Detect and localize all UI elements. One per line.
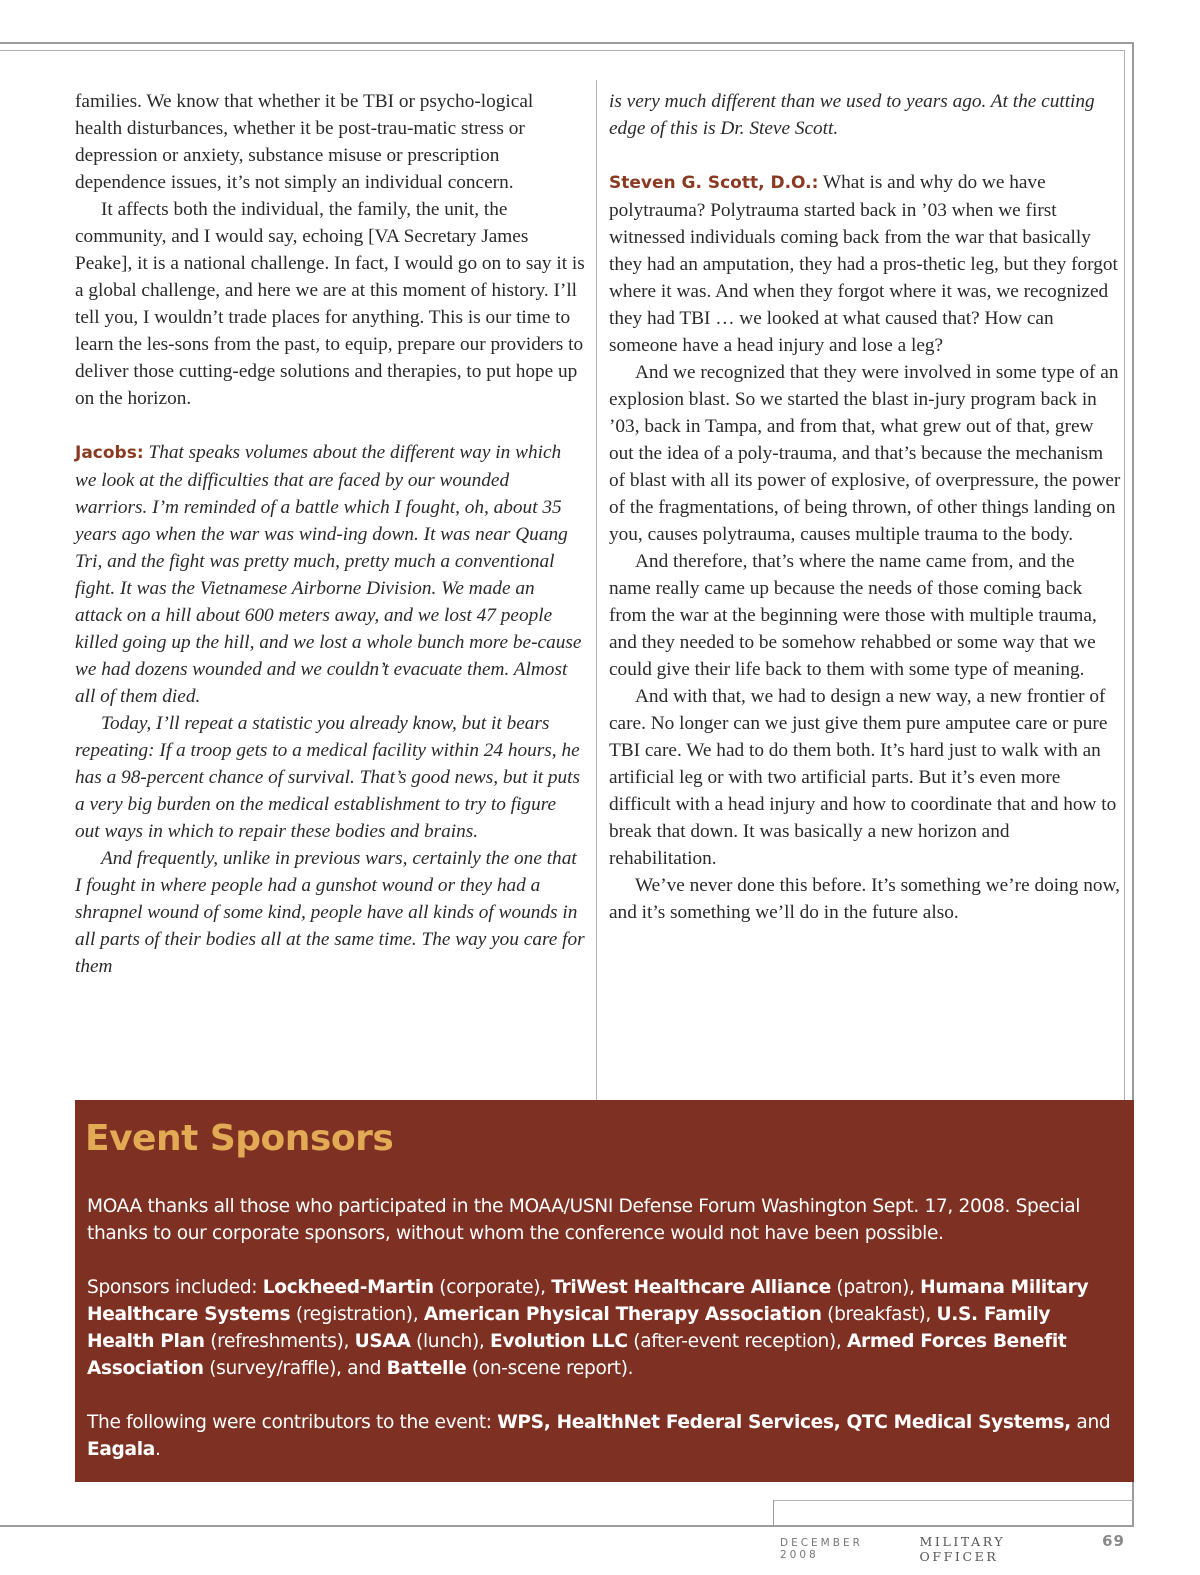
- left-paragraph-1: families. We know that whether it be TBI or psycho-logical health disturbances, whether it be post-trau-matic stress or depression or anxiety, substance misuse or prescription dependence issues, it’s not simply an individual concern.: [75, 91, 534, 193]
- sponsors-intro: MOAA thanks all those who participated in the MOAA/USNI Defense Forum Washington Sept. 17, 2008. Special thanks to our corporate sponsors, without whom the conference would not have been possible.: [87, 1196, 1081, 1244]
- right-paragraph-2-text: What is and why do we have polytrauma? Polytrauma started back in ’03 when we first witnessed individuals coming back from the war that basically they had an amputation, they had a pros-thetic leg, but they forgot where it was. And when they forgot where it was, we recognized they had TBI … we looked at what caused that? How can someone have a head injury and lose a leg?: [609, 172, 1118, 356]
- sponsor-name: Lockheed-Martin: [262, 1277, 434, 1298]
- sponsors-included-label: Sponsors included:: [87, 1277, 263, 1298]
- footer-tab-top-rule: [773, 1500, 1134, 1501]
- contributors-names: WPS, HealthNet Federal Services, QTC Medical Systems,: [497, 1412, 1071, 1433]
- right-paragraph-6: We’ve never done this before. It’s something we’re doing now, and it’s something we’ll do in the future also.: [609, 875, 1120, 923]
- right-paragraph-3: And we recognized that they were involved in some type of an explosion blast. So we started the blast in-jury program back in ’03, back in Tampa, and from that, what grew out of that, grew out the idea of a poly-trauma, and that’s because the mechanism of blast with all its power of explosive, of overpressure, the power of the fragmentations, of being thrown, of other things landing on you, causes polytrauma, causes multiple trauma to the body.: [609, 362, 1121, 545]
- sponsor-role: (breakfast),: [821, 1304, 937, 1325]
- frame-inner-right-rule: [1124, 50, 1125, 1100]
- contributors-period: .: [154, 1439, 161, 1460]
- footer-tab-rule: [773, 1500, 774, 1526]
- speaker-label-scott: Steven G. Scott, D.O.:: [609, 173, 819, 193]
- sponsor-name: American Physical Therapy Association: [423, 1304, 822, 1325]
- speaker-label-jacobs: Jacobs:: [75, 443, 144, 463]
- frame-top-rule: [0, 42, 1134, 44]
- sponsor-name: TriWest Healthcare Alliance: [551, 1277, 831, 1298]
- left-paragraph-4: Today, I’ll repeat a statistic you already know, but it bears repeating: If a troop gets to a medical facility within 24 hours, he has a 98-percent chance of survival. That’s good news, but it puts a very big burden on the medical establishment to try to figure out ways in which to repair these bodies and brains.: [75, 713, 581, 842]
- sponsor-role: (survey/raffle), and: [203, 1358, 387, 1379]
- sponsor-name: Armed Forces Benefit Association: [87, 1331, 1067, 1379]
- event-sponsors-body: [87, 1193, 1112, 1463]
- right-paragraph-4: And therefore, that’s where the name came from, and the name really came up because the needs of those coming back from the war at the beginning were those with multiple trauma, and they needed to be somehow rehabbed or some way that we could give their life back to them with some type of meaning.: [609, 551, 1097, 680]
- left-paragraph-3-text: That speaks volumes about the different way in which we look at the difficulties that are faced by our wounded warriors. I’m reminded of a battle which I fought, oh, about 35 years ago when the war was wind-ing down. It was near Quang Tri, and the fight was pretty much, pretty much a conventional fight. It was the Vietnamese Airborne Division. We made an attack on a hill about 600 meters away, and we lost 47 people killed going up the hill, and we lost a whole bunch more be-cause we had dozens wounded and we couldn’t evacuate them. Almost all of them died.: [75, 442, 582, 707]
- sponsor-name: USAA: [354, 1331, 411, 1352]
- sponsor-role: (patron),: [830, 1277, 921, 1298]
- right-paragraph-2: [609, 169, 1121, 359]
- contributors-label: The following were contributors to the event:: [87, 1412, 498, 1433]
- right-column: [609, 88, 1121, 926]
- sponsor-role: (lunch),: [410, 1331, 490, 1352]
- left-paragraph-5: And frequently, unlike in previous wars, certainly the one that I fought in where people had a gunshot wound or they had a shrapnel wound of some kind, people have all kinds of wounds in all parts of their bodies all at the same time. The way you care for them: [75, 848, 585, 977]
- sponsor-name: U.S. Family Health Plan: [87, 1304, 1051, 1352]
- page-footer: [780, 1532, 1125, 1564]
- sponsor-name: Humana Military Healthcare Systems: [87, 1277, 1089, 1325]
- sponsor-role: (refreshments),: [204, 1331, 355, 1352]
- column-divider: [596, 80, 597, 1100]
- footer-bottom-rule: [0, 1525, 1134, 1527]
- frame-inner-top-rule: [0, 50, 1124, 51]
- contributors-and: and: [1070, 1412, 1111, 1433]
- sponsors-list: [87, 1274, 1112, 1382]
- left-column: [75, 88, 585, 980]
- left-paragraph-2: It affects both the individual, the family, the unit, the community, and I would say, echoing [VA Secretary James Peake], it is a national challenge. In fact, I would go on to say it is a global challenge, and here we are at this moment of history. I’ll tell you, I wouldn’t trade places for anything. This is our time to learn the les-sons from the past, to equip, prepare our providers to deliver those cutting-edge solutions and therapies, to put hope up on the horizon.: [75, 199, 585, 409]
- right-paragraph-1: is very much different than we used to years ago. At the cutting edge of this is Dr. Steve Scott.: [609, 91, 1095, 139]
- sponsor-role: (after-event reception),: [627, 1331, 848, 1352]
- footer-date: DECEMBER 2008: [780, 1537, 863, 1561]
- sponsor-name: Evolution LLC: [489, 1331, 628, 1352]
- sponsor-role: (registration),: [290, 1304, 424, 1325]
- sponsor-name: Battelle: [386, 1358, 467, 1379]
- left-paragraph-3: [75, 439, 585, 710]
- event-sponsors-box: [75, 1100, 1134, 1482]
- last-contributor: Eagala: [87, 1439, 155, 1460]
- event-sponsors-title: Event Sponsors: [85, 1118, 394, 1159]
- sponsor-role: (corporate),: [433, 1277, 552, 1298]
- right-paragraph-5: And with that, we had to design a new way, a new frontier of care. No longer can we just give them pure amputee care or pure TBI care. We had to do them both. It’s hard just to walk with an artificial leg or with two artificial parts. But it’s even more difficult with a head injury and how to coordinate that and how to break that down. It was basically a new horizon and rehabilitation.: [609, 686, 1117, 869]
- contributors-line: [87, 1409, 1112, 1463]
- sponsor-role: (on-scene report).: [466, 1358, 634, 1379]
- page-number: 69: [1102, 1532, 1125, 1550]
- footer-magazine: MILITARY OFFICER: [919, 1534, 1006, 1564]
